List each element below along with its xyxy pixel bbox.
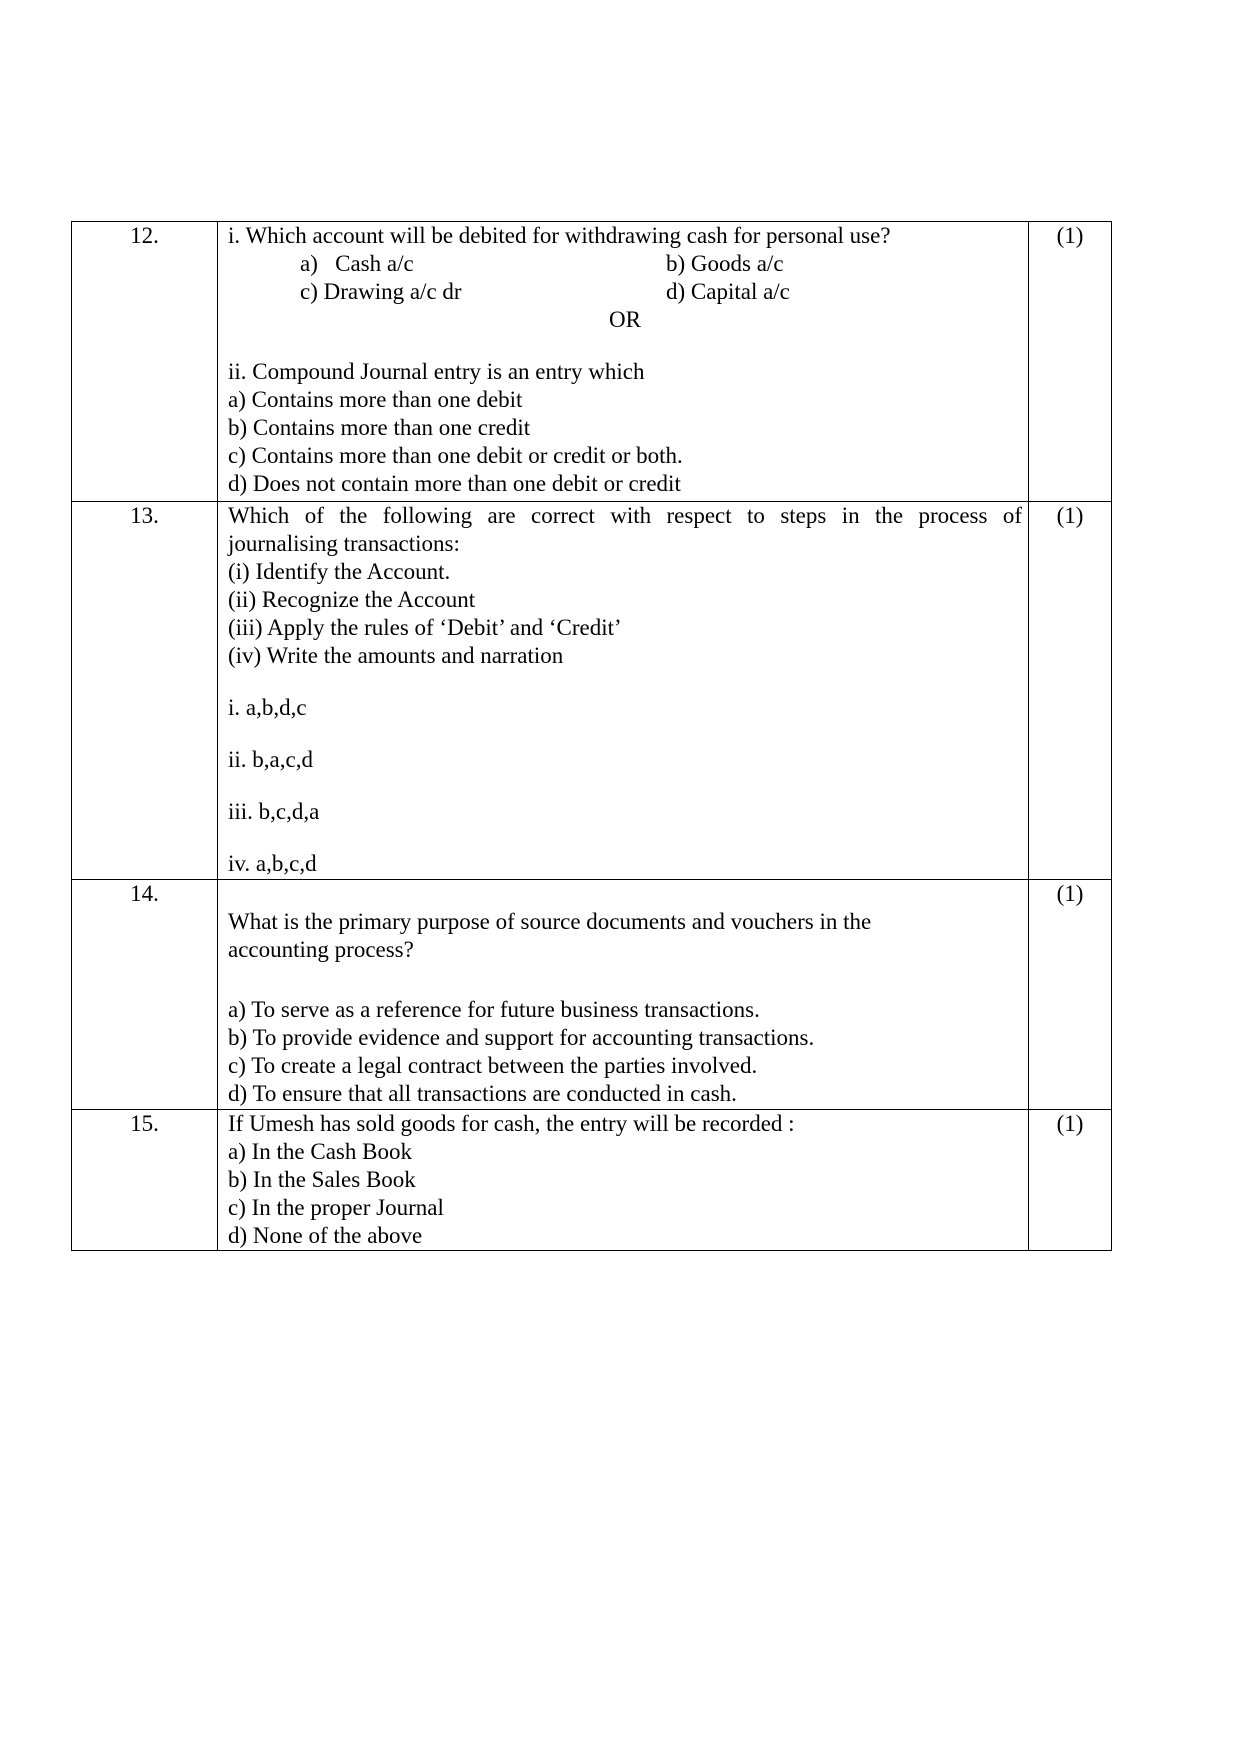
step-item: (iii) Apply the rules of ‘Debit’ and ‘Credit’	[228, 615, 622, 640]
option-c: c) Contains more than one debit or credit or both.	[228, 443, 683, 468]
question-number: 13.	[72, 502, 218, 880]
question-body	[218, 1110, 1029, 1251]
question-stem: What is the primary purpose of source documents and vouchers in the	[228, 909, 872, 934]
question-stem: Which of the following are correct with respect to steps in the process of	[228, 503, 1022, 528]
question-number: 12.	[72, 222, 218, 502]
question-stem: i. Which account will be debited for withdrawing cash for personal use?	[228, 223, 891, 248]
question-body	[218, 502, 1029, 880]
question-stem-continued: journalising transactions:	[228, 531, 460, 556]
step-item: (ii) Recognize the Account	[228, 587, 476, 612]
option-a: a) Cash a/c	[300, 251, 414, 276]
choice-ii: ii. b,a,c,d	[228, 747, 313, 772]
or-separator: OR	[609, 307, 641, 332]
choice-i: i. a,b,d,c	[228, 695, 307, 720]
question-row-12	[72, 222, 1112, 502]
question-body	[218, 880, 1029, 1110]
question-stem: If Umesh has sold goods for cash, the entry will be recorded :	[228, 1111, 795, 1136]
choice-iv: iv. a,b,c,d	[228, 851, 317, 876]
option-a: a) Contains more than one debit	[228, 387, 523, 412]
option-b: b) Goods a/c	[666, 251, 784, 276]
option-c: c) To create a legal contract between the parties involved.	[228, 1053, 758, 1078]
option-b: b) In the Sales Book	[228, 1167, 416, 1192]
option-b: b) Contains more than one credit	[228, 415, 531, 440]
question-row-13	[72, 502, 1112, 880]
question-row-14	[72, 880, 1112, 1110]
option-c: c) In the proper Journal	[228, 1195, 444, 1220]
question-marks: (1)	[1029, 502, 1112, 880]
option-a: a) In the Cash Book	[228, 1139, 412, 1164]
option-a: a) To serve as a reference for future business transactions.	[228, 997, 760, 1022]
option-d: d) Capital a/c	[666, 279, 790, 304]
question-marks: (1)	[1029, 880, 1112, 1110]
step-item: (iv) Write the amounts and narration	[228, 643, 564, 668]
option-grid	[228, 250, 1022, 306]
question-stem: ii. Compound Journal entry is an entry which	[228, 359, 645, 384]
option-d: d) Does not contain more than one debit or credit	[228, 471, 681, 496]
option-d: d) To ensure that all transactions are conducted in cash.	[228, 1081, 737, 1106]
option-b: b) To provide evidence and support for accounting transactions.	[228, 1025, 815, 1050]
question-number: 15.	[72, 1110, 218, 1251]
question-stem-continued: accounting process?	[228, 937, 414, 962]
questions-table	[71, 221, 1112, 1251]
question-row-15	[72, 1110, 1112, 1251]
option-d: d) None of the above	[228, 1223, 423, 1248]
question-marks: (1)	[1029, 1110, 1112, 1251]
step-item: (i) Identify the Account.	[228, 559, 451, 584]
choice-iii: iii. b,c,d,a	[228, 799, 320, 824]
question-number: 14.	[72, 880, 218, 1110]
option-c: c) Drawing a/c dr	[300, 279, 462, 304]
question-body	[218, 222, 1029, 502]
question-marks: (1)	[1029, 222, 1112, 502]
